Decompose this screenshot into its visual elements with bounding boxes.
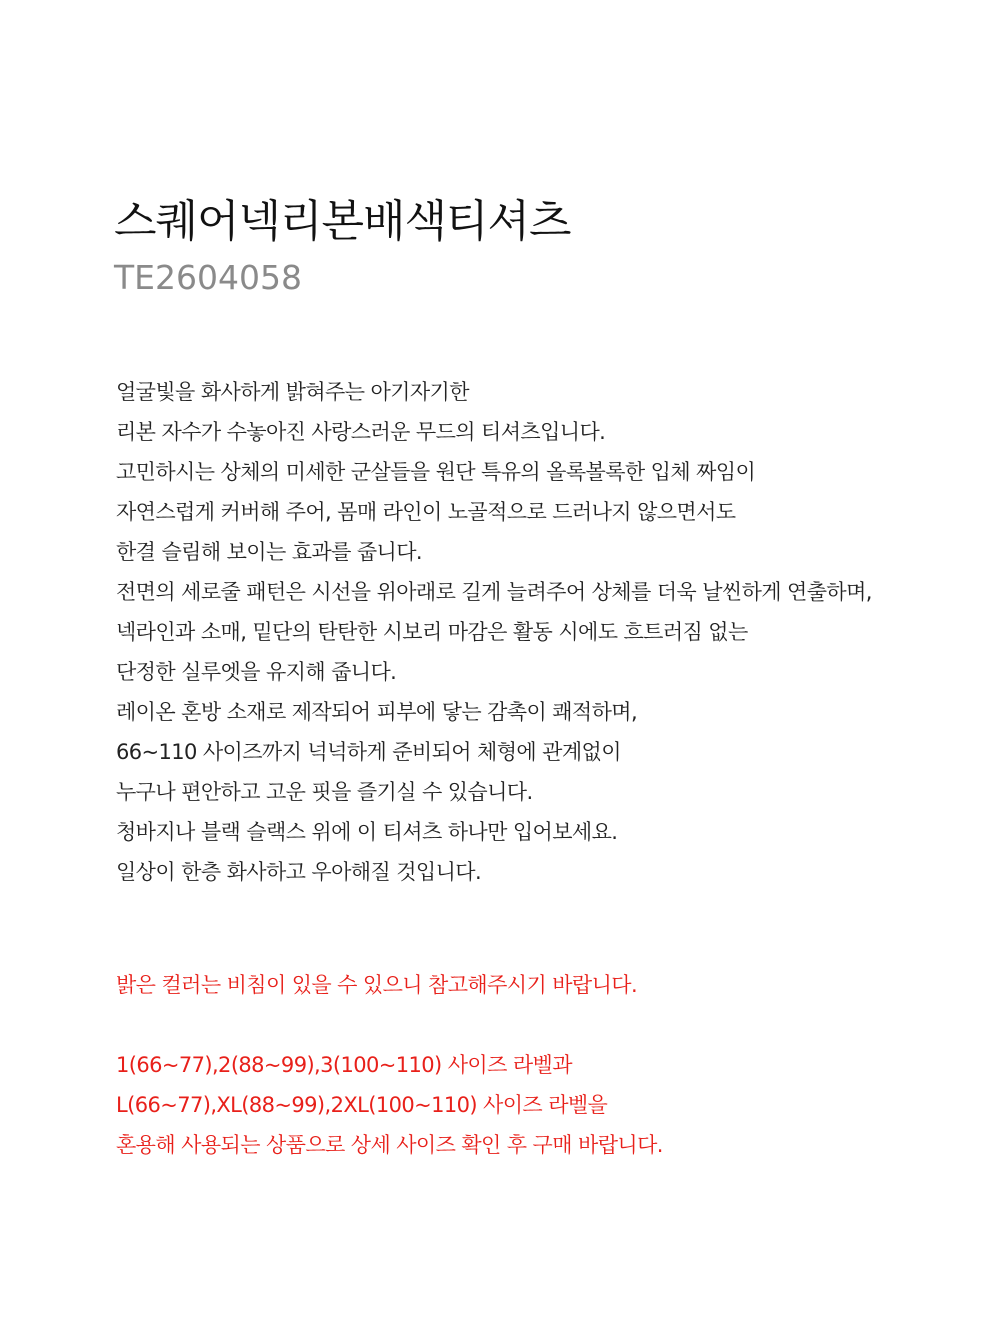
description-line: 66~110 사이즈까지 넉넉하게 준비되어 체형에 관계없이 (116, 740, 621, 764)
size-note-line: 혼용해 사용되는 상품으로 상세 사이즈 확인 후 구매 바랍니다. (116, 1133, 663, 1157)
description-line: 일상이 한층 화사하고 우아해질 것입니다. (116, 860, 482, 884)
description-line: 자연스럽게 커버해 주어, 몸매 라인이 노골적으로 드러나지 않으면서도 (116, 500, 736, 524)
description-line: 한결 슬림해 보이는 효과를 줍니다. (116, 540, 422, 564)
description-line: 얼굴빛을 화사하게 밝혀주는 아기자기한 (116, 380, 469, 404)
size-label-notice (116, 1045, 663, 1165)
description-line: 전면의 세로줄 패턴은 시선을 위아래로 길게 늘려주어 상체를 더욱 날씬하게 연출하며, (116, 580, 872, 604)
description-line: 고민하시는 상체의 미세한 군살들을 원단 특유의 올록볼록한 입체 짜임이 (116, 460, 756, 484)
description-line: 단정한 실루엣을 유지해 줍니다. (116, 660, 397, 684)
description-line: 누구나 편안하고 고운 핏을 즐기실 수 있습니다. (116, 780, 533, 804)
product-description (116, 372, 986, 892)
description-line: 리본 자수가 수놓아진 사랑스러운 무드의 티셔츠입니다. (116, 420, 606, 444)
description-line: 청바지나 블랙 슬랙스 위에 이 티셔츠 하나만 입어보세요. (116, 820, 618, 844)
product-title: 스퀘어넥리본배색티셔츠 (114, 196, 571, 247)
description-line: 레이온 혼방 소재로 제작되어 피부에 닿는 감촉이 쾌적하며, (116, 700, 638, 724)
color-notice: 밝은 컬러는 비침이 있을 수 있으니 참고해주시기 바랍니다. (116, 973, 638, 997)
product-code: TE2604058 (114, 258, 302, 297)
description-line: 넥라인과 소매, 밑단의 탄탄한 시보리 마감은 활동 시에도 흐트러짐 없는 (116, 620, 748, 644)
size-note-line: 1(66~77),2(88~99),3(100~110) 사이즈 라벨과 (116, 1053, 572, 1077)
size-note-line: L(66~77),XL(88~99),2XL(100~110) 사이즈 라벨을 (116, 1093, 608, 1117)
